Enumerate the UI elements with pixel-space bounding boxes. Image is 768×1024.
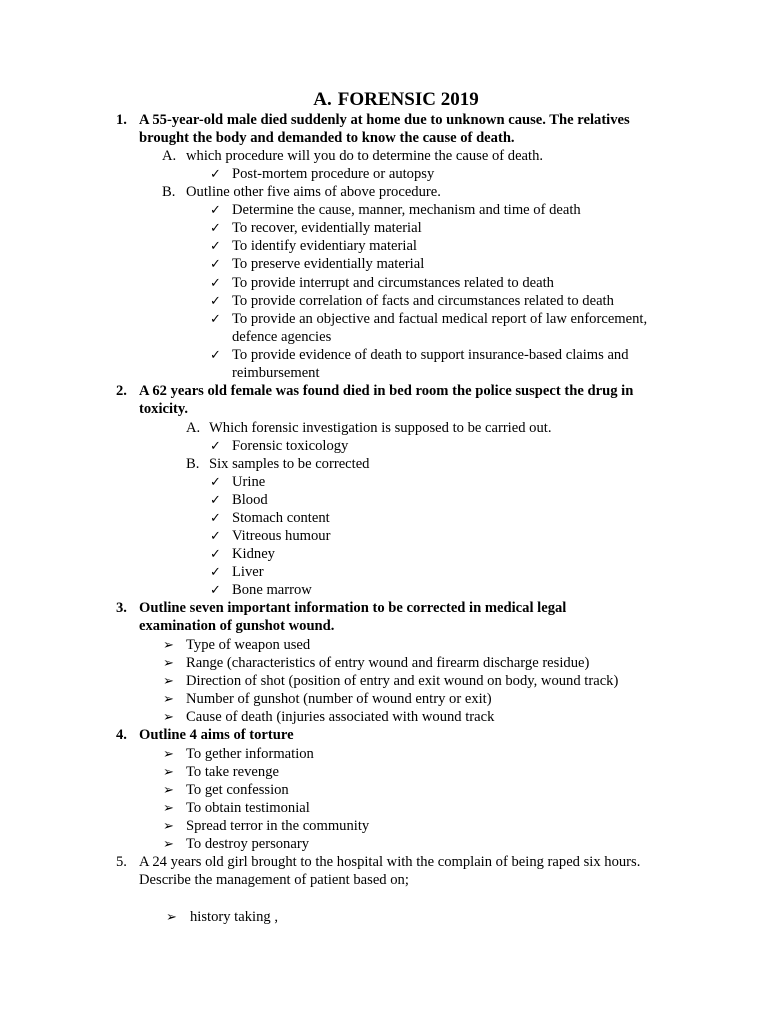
answer-item: Determine the cause, manner, mechanism and time of death <box>232 202 581 218</box>
answer-item: Liver <box>232 564 264 580</box>
question-number: 1. <box>116 112 127 128</box>
answer-item: Type of weapon used <box>186 637 311 653</box>
sub-question-label: A. <box>186 420 201 436</box>
question-text-line: A 24 years old girl brought to the hospital with the complain of being raped six hours. <box>139 854 641 870</box>
sub-question-label: A. <box>162 148 177 164</box>
question-number: 4. <box>116 727 127 743</box>
answer-item: Bone marrow <box>232 582 312 598</box>
question-text-line: brought the body and demanded to know the cause of death. <box>139 130 515 146</box>
arrow-bullet-icon: ➢ <box>163 637 174 652</box>
arrow-bullet-icon: ➢ <box>163 782 174 797</box>
question-number: 5. <box>116 854 127 870</box>
check-mark-icon: ✓ <box>210 293 221 308</box>
answer-item: Forensic toxicology <box>232 438 349 454</box>
answer-item: To provide an objective and factual medical report of law enforcement, <box>232 311 648 327</box>
answer-item: Cause of death (injuries associated with wound track <box>186 709 495 725</box>
answer-item: Spread terror in the community <box>186 818 370 834</box>
sub-question-label: B. <box>162 184 176 200</box>
check-mark-icon: ✓ <box>210 546 221 561</box>
answer-item: To provide evidence of death to support insurance-based claims and <box>232 347 629 363</box>
arrow-bullet-icon: ➢ <box>163 709 174 724</box>
check-mark-icon: ✓ <box>210 438 221 453</box>
check-mark-icon: ✓ <box>210 347 221 362</box>
answer-item: To identify evidentiary material <box>232 238 417 254</box>
answer-item: To gether information <box>186 746 314 762</box>
arrow-bullet-icon: ➢ <box>166 909 177 924</box>
question-text-line: A 55-year-old male died suddenly at home due to unknown cause. The relatives <box>139 112 630 128</box>
check-mark-icon: ✓ <box>210 474 221 489</box>
answer-item: To preserve evidentially material <box>232 256 425 272</box>
question-text-line: Describe the management of patient based on; <box>139 872 409 888</box>
answer-item: To obtain testimonial <box>186 800 310 816</box>
question-text-line: A 62 years old female was found died in bed room the police suspect the drug in <box>139 383 634 399</box>
arrow-bullet-icon: ➢ <box>163 673 174 688</box>
arrow-bullet-icon: ➢ <box>163 818 174 833</box>
answer-item: Vitreous humour <box>232 528 331 544</box>
check-mark-icon: ✓ <box>210 256 221 271</box>
title-letter: A. <box>313 89 332 110</box>
title-text: FORENSIC 2019 <box>337 89 479 110</box>
answer-item: To recover, evidentially material <box>232 220 422 236</box>
answer-item-continuation: reimbursement <box>232 365 320 381</box>
answer-item: Range (characteristics of entry wound and firearm discharge residue) <box>186 655 590 671</box>
check-mark-icon: ✓ <box>210 202 221 217</box>
arrow-bullet-icon: ➢ <box>163 836 174 851</box>
answer-item-continuation: defence agencies <box>232 329 332 345</box>
answer-item: To provide correlation of facts and circumstances related to death <box>232 293 614 309</box>
question-text-line: examination of gunshot wound. <box>139 618 335 634</box>
check-mark-icon: ✓ <box>210 492 221 507</box>
answer-item: Stomach content <box>232 510 330 526</box>
answer-item: history taking , <box>190 909 278 925</box>
check-mark-icon: ✓ <box>210 510 221 525</box>
question-text-line: Outline 4 aims of torture <box>139 727 294 743</box>
answer-item: To get confession <box>186 782 289 798</box>
question-text-line: Outline seven important information to be corrected in medical legal <box>139 600 567 616</box>
arrow-bullet-icon: ➢ <box>163 691 174 706</box>
sub-question-text: Outline other five aims of above procedure. <box>186 184 441 200</box>
check-mark-icon: ✓ <box>210 311 221 326</box>
page-title <box>0 89 768 111</box>
check-mark-icon: ✓ <box>210 220 221 235</box>
arrow-bullet-icon: ➢ <box>163 655 174 670</box>
check-mark-icon: ✓ <box>210 564 221 579</box>
question-number: 2. <box>116 383 127 399</box>
check-mark-icon: ✓ <box>210 582 221 597</box>
answer-item: Post-mortem procedure or autopsy <box>232 166 435 182</box>
sub-question-text: Six samples to be corrected <box>209 456 370 472</box>
sub-question-text: Which forensic investigation is supposed to be carried out. <box>209 420 552 436</box>
answer-item: Blood <box>232 492 268 508</box>
question-text-line: toxicity. <box>139 401 189 417</box>
answer-item: Direction of shot (position of entry and exit wound on body, wound track) <box>186 673 619 689</box>
answer-item: To provide interrupt and circumstances related to death <box>232 275 554 291</box>
answer-item: Number of gunshot (number of wound entry or exit) <box>186 691 492 707</box>
answer-item: To destroy personary <box>186 836 309 852</box>
check-mark-icon: ✓ <box>210 528 221 543</box>
check-mark-icon: ✓ <box>210 275 221 290</box>
check-mark-icon: ✓ <box>210 166 221 181</box>
question-number: 3. <box>116 600 127 616</box>
sub-question-label: B. <box>186 456 200 472</box>
answer-item: Urine <box>232 474 266 490</box>
answer-item: To take revenge <box>186 764 279 780</box>
answer-item: Kidney <box>232 546 275 562</box>
arrow-bullet-icon: ➢ <box>163 746 174 761</box>
check-mark-icon: ✓ <box>210 238 221 253</box>
sub-question-text: which procedure will you do to determine the cause of death. <box>186 148 544 164</box>
arrow-bullet-icon: ➢ <box>163 800 174 815</box>
arrow-bullet-icon: ➢ <box>163 764 174 779</box>
